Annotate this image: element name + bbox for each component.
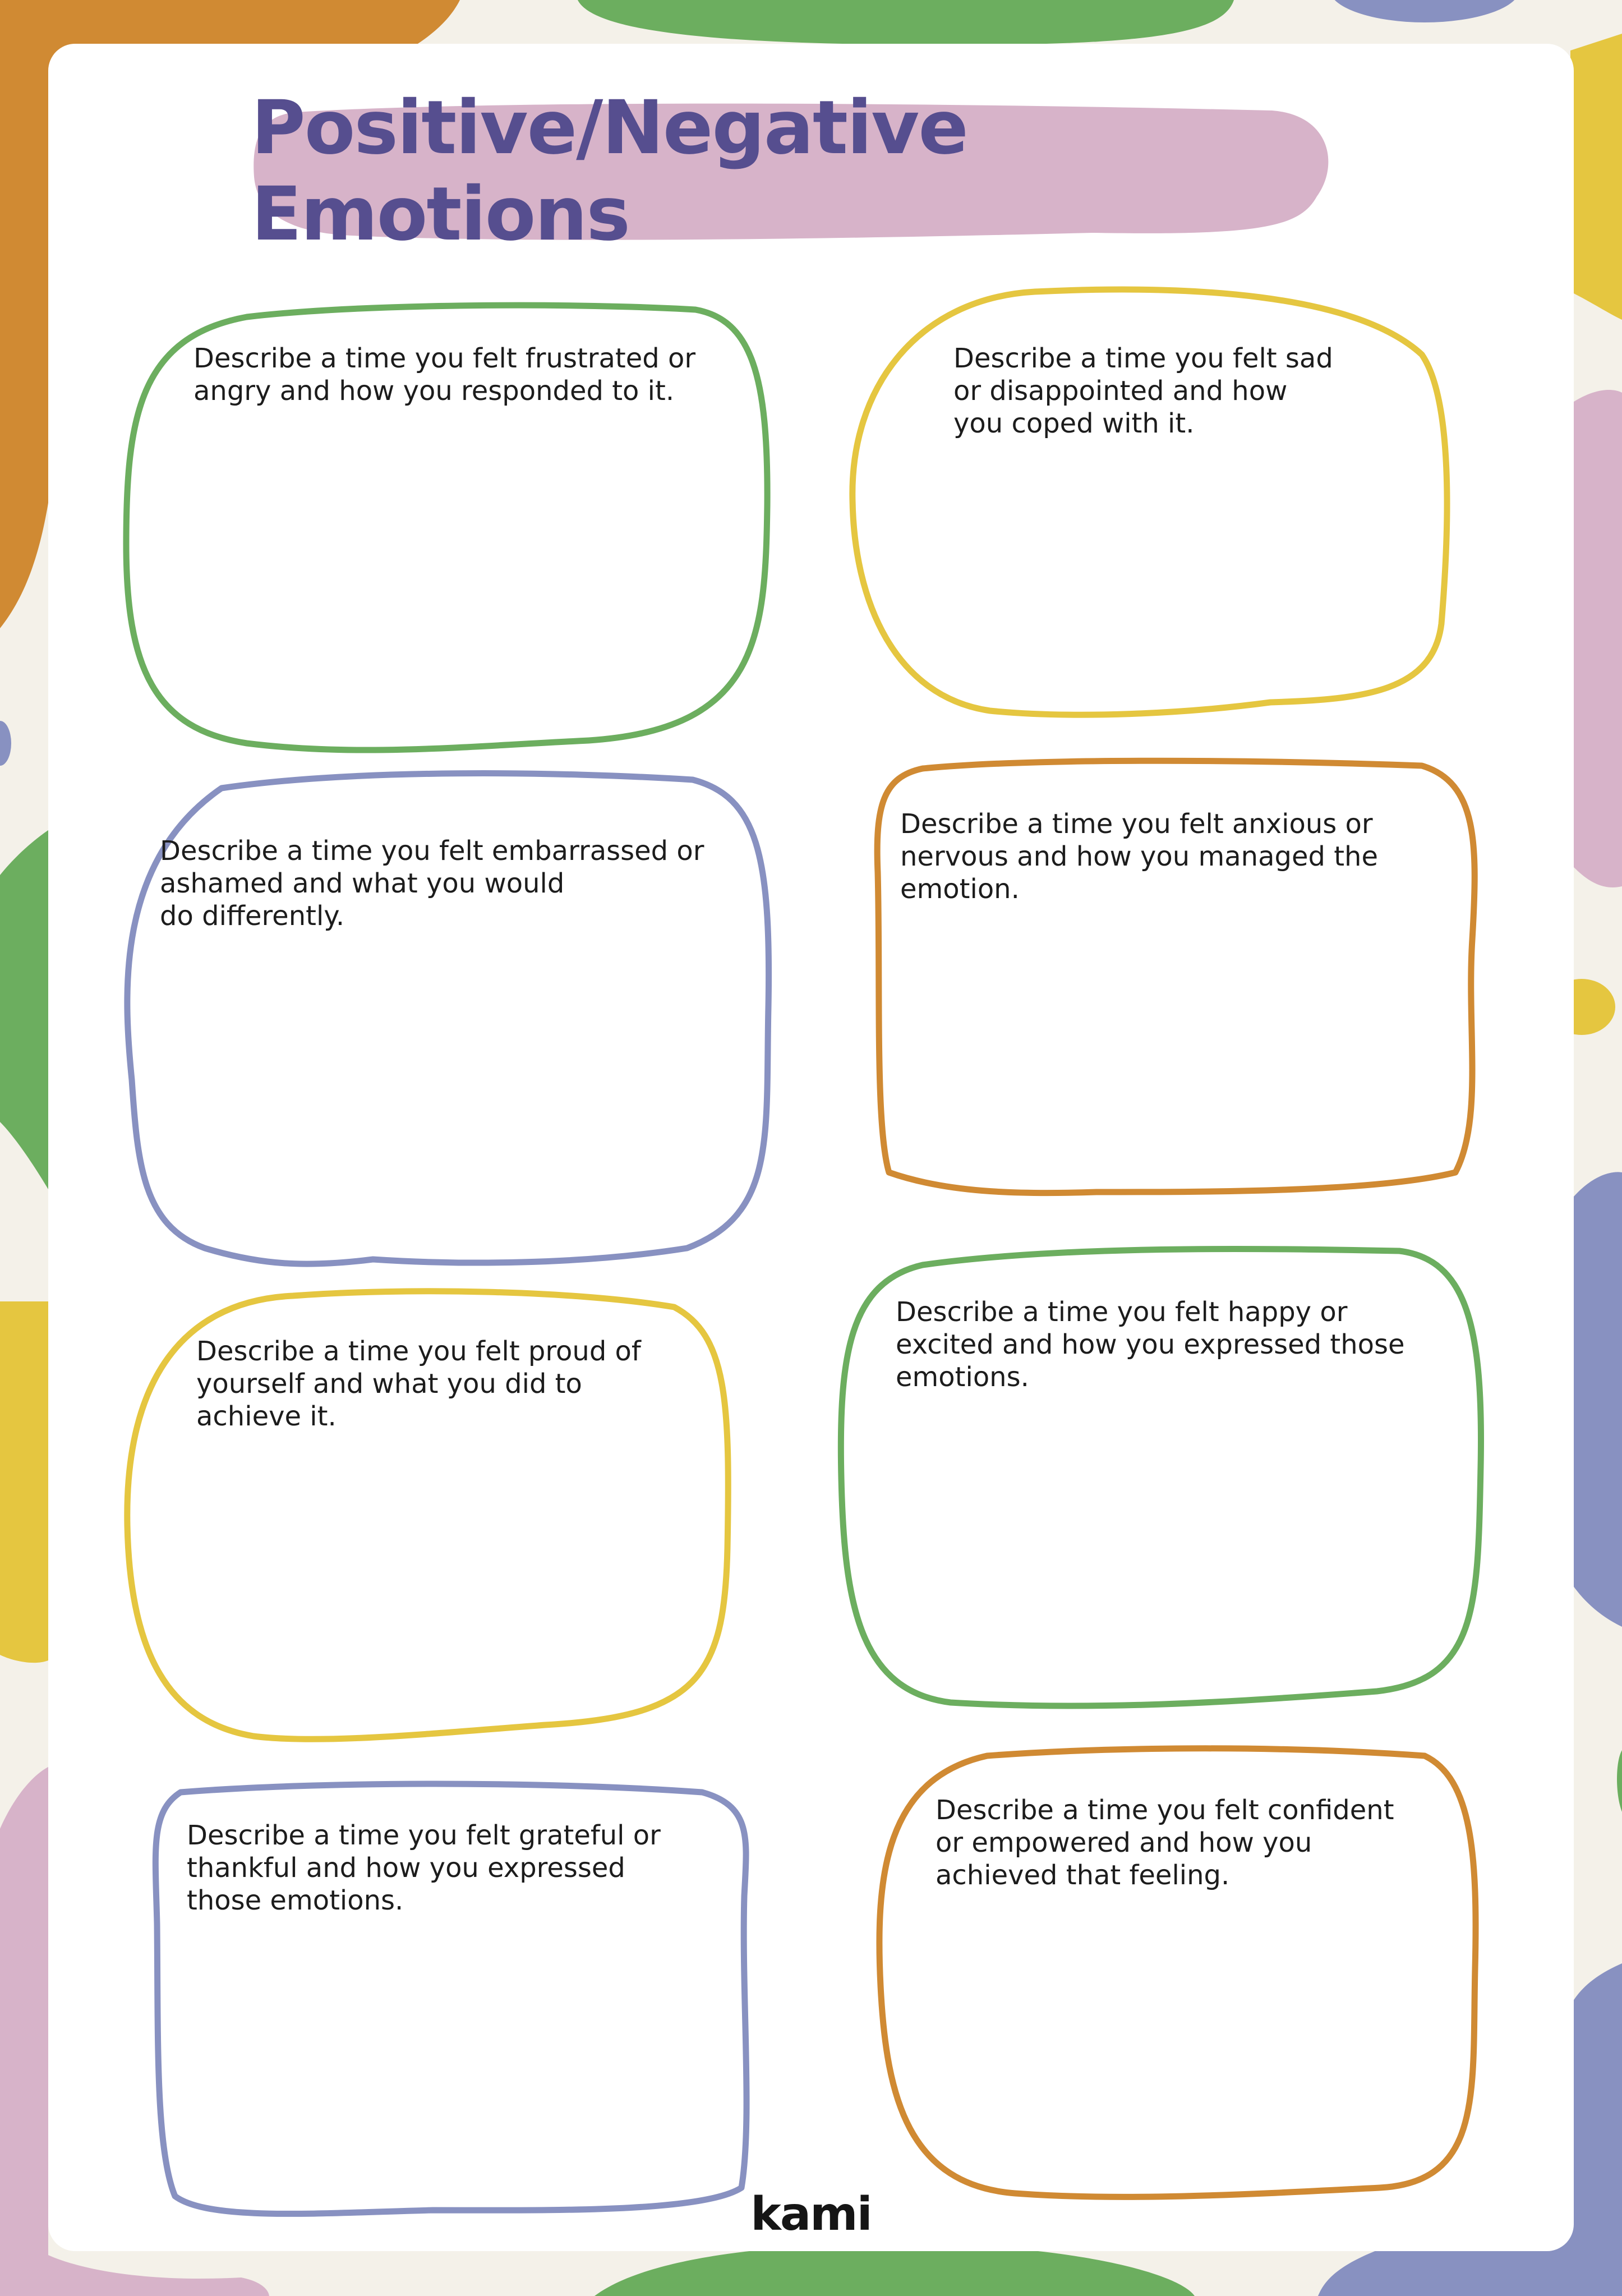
page-title: Positive/Negative Emotions xyxy=(251,85,967,257)
answer-area[interactable] xyxy=(196,1455,688,1708)
prompt-text xyxy=(953,342,1333,440)
prompt-box[interactable] xyxy=(123,303,768,746)
answer-area[interactable] xyxy=(900,928,1435,1149)
prompt-line: those emotions. xyxy=(187,1885,404,1916)
prompt-box[interactable] xyxy=(838,1243,1483,1711)
answer-area[interactable] xyxy=(936,1914,1441,2159)
answer-area[interactable] xyxy=(160,955,729,1222)
prompt-line: you coped with it. xyxy=(953,408,1195,439)
prompt-line: Describe a time you felt proud of xyxy=(196,1336,641,1367)
pink-blob-right xyxy=(1570,390,1622,887)
green-blob-top xyxy=(578,0,1234,45)
prompt-line: or disappointed and how xyxy=(953,375,1288,407)
prompt-line: yourself and what you did to xyxy=(196,1368,582,1400)
prompt-text xyxy=(187,1819,661,1917)
prompt-text xyxy=(896,1296,1405,1393)
answer-area[interactable] xyxy=(193,430,726,703)
purple-blob-right xyxy=(1570,1172,1622,1627)
prompt-line: nervous and how you managed the xyxy=(900,841,1378,872)
prompt-line: Describe a time you felt embarrassed or xyxy=(160,835,704,867)
prompt-line: achieve it. xyxy=(196,1401,337,1432)
prompt-line: Describe a time you felt confident xyxy=(936,1795,1394,1826)
prompt-box[interactable] xyxy=(153,1784,758,2216)
prompt-line: Describe a time you felt happy or xyxy=(896,1296,1348,1328)
prompt-line: or empowered and how you xyxy=(936,1827,1312,1858)
yellow-blob-right-top xyxy=(1570,34,1622,320)
answer-area[interactable] xyxy=(187,1939,716,2173)
prompt-text xyxy=(193,342,695,407)
prompt-text xyxy=(160,835,704,932)
prompt-line: Describe a time you felt frustrated or xyxy=(193,343,696,374)
purple-dot-left xyxy=(0,721,11,766)
prompt-text xyxy=(900,808,1378,905)
title-banner xyxy=(251,85,1334,257)
prompt-line: do differently. xyxy=(160,900,345,932)
prompt-line: excited and how you expressed those xyxy=(896,1329,1405,1360)
green-blob-bottom xyxy=(595,2244,1195,2296)
prompt-line: angry and how you responded to it. xyxy=(193,375,675,407)
prompt-box[interactable] xyxy=(875,1745,1483,2202)
prompt-line: thankful and how you expressed xyxy=(187,1852,625,1884)
prompt-line: Describe a time you felt grateful or xyxy=(187,1820,661,1851)
prompt-box[interactable] xyxy=(121,771,771,1265)
purple-blob-top-right xyxy=(1329,0,1520,22)
yellow-blob-left xyxy=(0,1301,48,1663)
green-blob-left xyxy=(0,830,48,1189)
answer-area[interactable] xyxy=(896,1416,1441,1668)
prompt-line: Describe a time you felt sad xyxy=(953,343,1333,374)
prompt-line: achieved that feeling. xyxy=(936,1860,1230,1891)
prompt-line: Describe a time you felt anxious or xyxy=(900,808,1373,840)
green-dot-right xyxy=(1617,1750,1622,1812)
answer-area[interactable] xyxy=(953,462,1407,677)
prompt-text xyxy=(196,1335,641,1433)
prompt-text xyxy=(936,1794,1394,1892)
prompt-line: emotion. xyxy=(900,873,1020,905)
prompt-line: ashamed and what you would xyxy=(160,868,565,899)
prompt-box[interactable] xyxy=(125,1290,730,1750)
prompt-line: emotions. xyxy=(896,1361,1029,1393)
prompt-box[interactable] xyxy=(872,760,1478,1192)
kami-logo: kami xyxy=(750,2188,872,2241)
prompt-box[interactable] xyxy=(850,287,1450,719)
